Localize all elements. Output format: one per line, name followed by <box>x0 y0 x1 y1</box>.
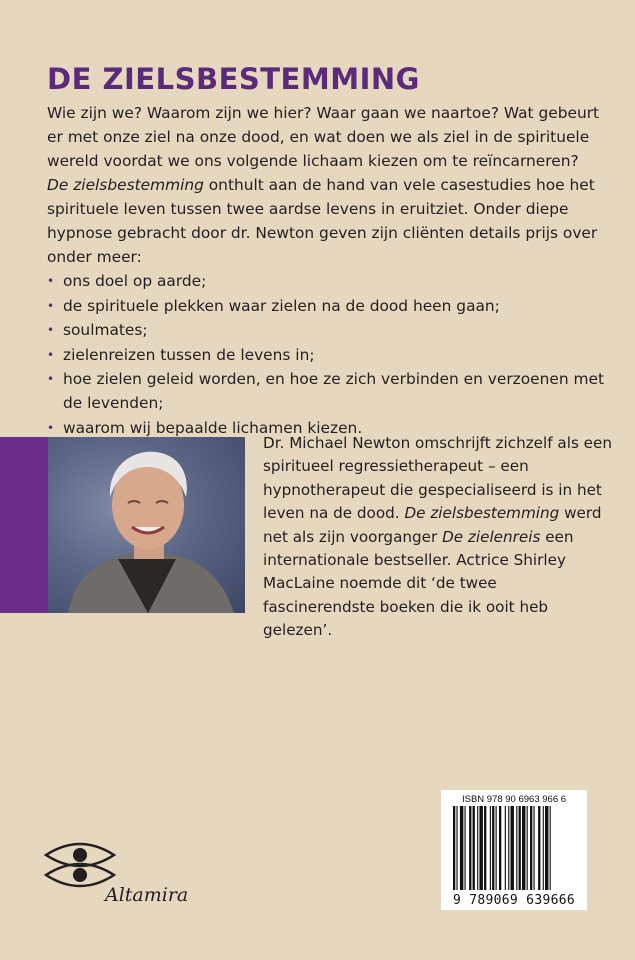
bullet-icon: • <box>47 347 55 362</box>
purple-accent-band <box>0 437 48 613</box>
list-item: • zielenreizen tussen de levens in; <box>47 343 607 367</box>
isbn-label: ISBN 978 90 6963 966 6 <box>461 794 567 805</box>
list-item: • de spirituele plekken waar zielen na de dood heen gaan; <box>47 294 607 318</box>
bullet-icon: • <box>47 274 55 288</box>
bullet-icon: • <box>47 372 55 386</box>
intro-paragraph-2 <box>47 173 607 269</box>
topic-list <box>47 269 607 440</box>
intro-paragraph-2-text: onthult aan de hand van vele casestudies hoe het spirituele leven tussen twee aardse levens in eruitziet. Onder diepe hypnose gebracht door dr. Newton geven zijn cliënten details prijs over onder meer: <box>47 176 598 266</box>
publisher-name: Altamira <box>105 884 189 906</box>
author-photo <box>48 437 245 613</box>
list-item: • hoe zielen geleid worden, en hoe ze zich verbinden en verzoenen met de levenden; <box>47 367 607 415</box>
bullet-icon: • <box>47 420 55 435</box>
barcode-bars <box>453 806 575 890</box>
bullet-icon: • <box>47 323 55 337</box>
list-item: • soulmates; <box>47 318 607 342</box>
book-title: DE ZIELSBESTEMMING <box>47 62 420 96</box>
book-title-italic: De zielsbestemming <box>47 176 204 194</box>
bullet-icon: • <box>47 298 55 313</box>
intro-paragraph-1: Wie zijn we? Waarom zijn we hier? Waar gaan we naartoe? Wat gebeurt er met onze ziel na onze dood, en wat doen we als ziel in de spirituele wereld voordat we ons volgende lichaam kiezen om te reïncarneren? <box>47 104 600 170</box>
bio-paragraph: Dr. Michael Newton omschrijft zichzelf als een spiritueel regressietherapeut – een hypnotherapeut die gespecialiseerd is in het leven na de dood. De zielsbestemming werd net als zijn voorganger De zielenreis een internationale bestseller. Actrice Shirley MacLaine noemde dit ‘de twee fascinerendste boeken die ik ooit heb gelezen’. <box>263 434 612 640</box>
author-bio <box>263 432 613 643</box>
isbn-digits: 9 789069 639666 <box>453 893 575 908</box>
list-item: • waarom wij bepaalde lichamen kiezen. <box>47 416 607 440</box>
isbn-barcode <box>441 790 587 910</box>
intro-text <box>47 101 607 440</box>
list-item: • ons doel op aarde; <box>47 269 607 293</box>
